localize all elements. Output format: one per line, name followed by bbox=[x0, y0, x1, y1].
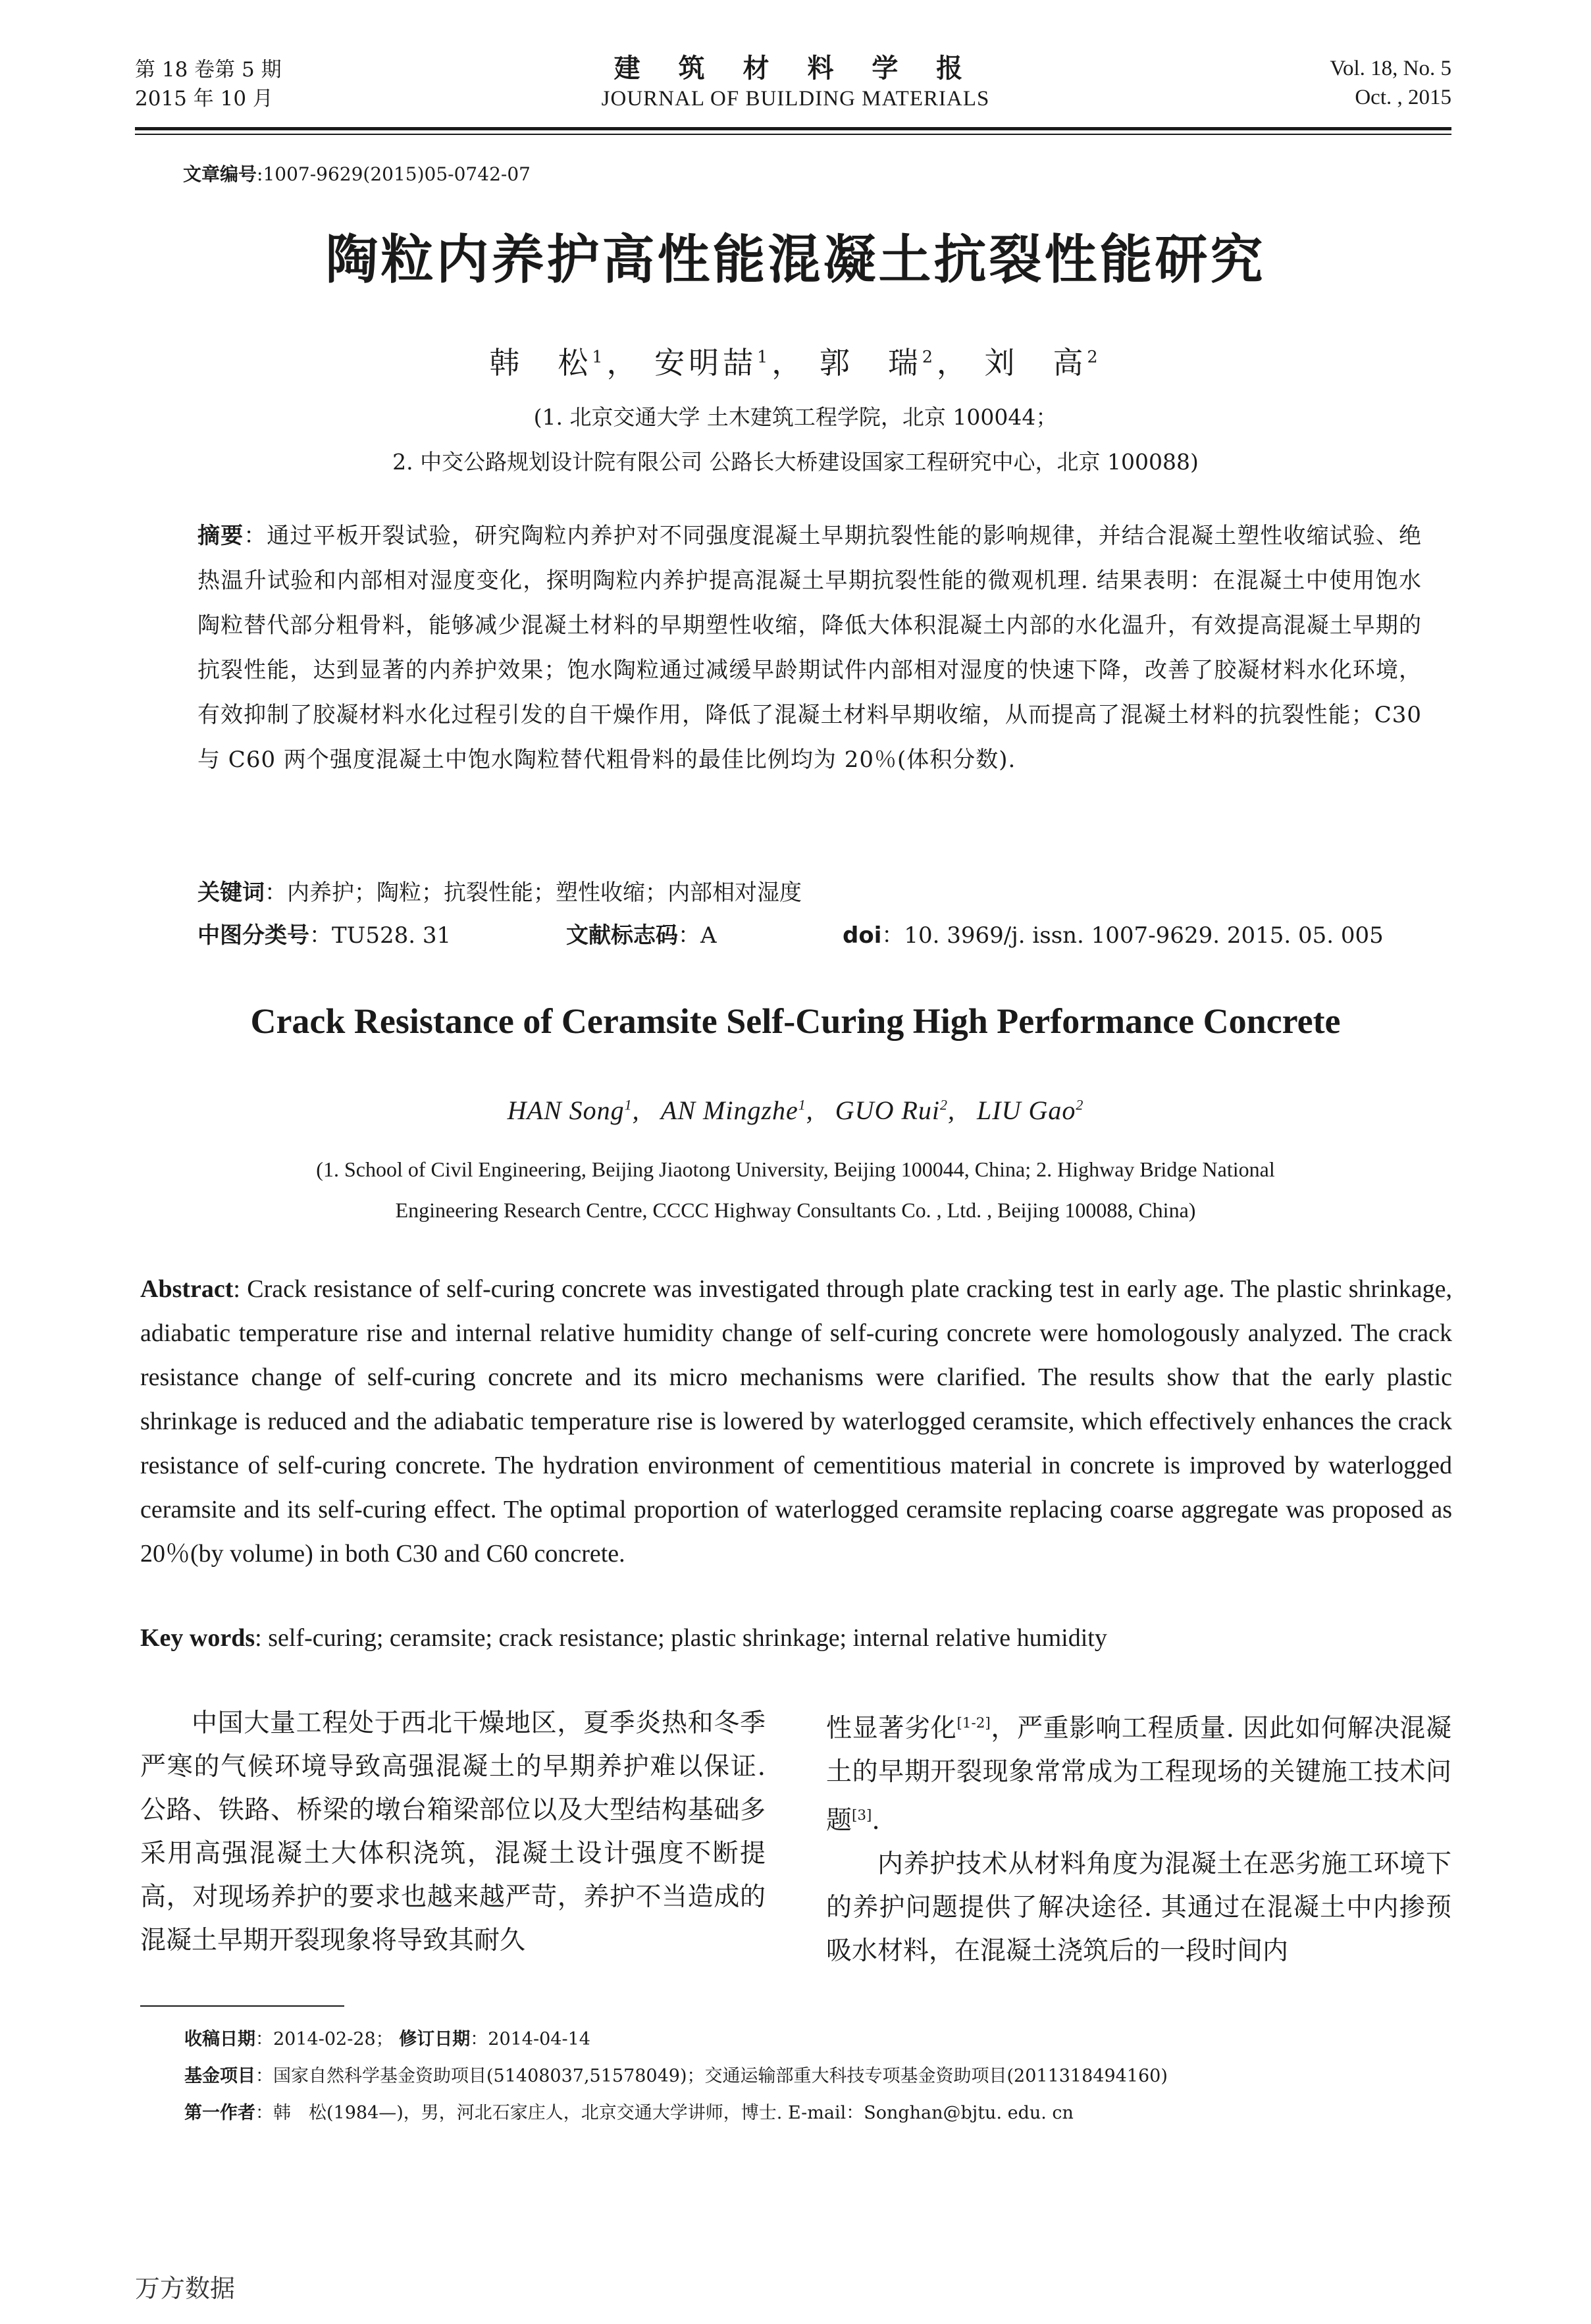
clc-code bbox=[197, 918, 566, 953]
author-en: HAN Song bbox=[507, 1096, 625, 1125]
title-en: Crack Resistance of Ceramsite Self-Curing High Performance Concrete bbox=[250, 1001, 1341, 1041]
footnote-first-author bbox=[184, 2095, 1448, 2132]
fund-label: 基金项目 bbox=[184, 2066, 255, 2086]
volume-cn: 第 18 卷第 5 期 bbox=[135, 58, 282, 82]
doc-code bbox=[566, 918, 843, 953]
author-cn: 韩 松 bbox=[489, 345, 592, 381]
body-text: ，严重影响工程质量. 因此如何解决混凝土的早期开裂现象常常成为工程现场的关键施工技术问题 bbox=[826, 1714, 1451, 1835]
author-sup: 2 bbox=[1076, 1096, 1084, 1113]
doc-value: ：A bbox=[678, 922, 717, 949]
clc-label: 中图分类号 bbox=[197, 922, 309, 949]
author-sup: 1 bbox=[624, 1096, 633, 1113]
author-en: GUO Rui bbox=[835, 1096, 941, 1125]
doc-label: 文献标志码 bbox=[566, 922, 678, 949]
volume-en: Vol. 18, No. 5 bbox=[1330, 57, 1451, 80]
footnote-dates bbox=[184, 2021, 1448, 2058]
footnotes bbox=[184, 2021, 1448, 2132]
keywords-en-label: Key words bbox=[140, 1624, 255, 1652]
abstract-en bbox=[140, 1267, 1452, 1576]
body-paragraph bbox=[826, 1702, 1451, 1843]
doi-label: doi bbox=[843, 922, 882, 949]
clc-value: ：TU528. 31 bbox=[309, 922, 452, 949]
affiliations-en bbox=[0, 1149, 1591, 1230]
doi-value: ：10. 3969/j. issn. 1007-9629. 2015. 05. 005 bbox=[881, 922, 1384, 949]
author-cn: 刘 高 bbox=[984, 345, 1087, 381]
abstract-cn-text: ：通过平板开裂试验，研究陶粒内养护对不同强度混凝土早期抗裂性能的影响规律，并结合混凝土塑性收缩试验、绝热温升试验和内部相对湿度变化，探明陶粒内养护提高混凝土早期抗裂性能的微观机理. 结果表明：在混凝土中使用饱水陶粒替代部分粗骨料，能够减少混凝土材料的早期塑性收缩，降低大体积混凝土内部的水化温升，有效提高混凝土早期的抗裂性能，达到显著的内养护效果；饱水陶粒通过减缓早龄期试件内部相对湿度的快速下降，改善了胶凝材料水化环境，有效抑制了胶凝材料水化过程引发的自干燥作用，降低了混凝土材料早期收缩，从而提高了混凝土材料的抗裂性能；C30 与 C60 两个强度混凝土中饱水陶粒替代粗骨料的最佳比例均为 20％(体积分数). bbox=[197, 523, 1422, 773]
journal-name-en: JOURNAL OF BUILDING MATERIALS bbox=[601, 87, 990, 111]
received-label: 收稿日期 bbox=[184, 2029, 255, 2049]
keywords-cn-text: ：内养护；陶粒；抗裂性能；塑性收缩；内部相对湿度 bbox=[265, 880, 802, 906]
footnote-rule bbox=[140, 2005, 344, 2007]
classification-row bbox=[197, 918, 1422, 953]
author-sup: 1 bbox=[592, 347, 607, 367]
keywords-en-text: : self-curing; ceramsite; crack resistance; plastic shrinkage; internal relative humidity bbox=[255, 1624, 1107, 1652]
abstract-en-text: : Crack resistance of self-curing concrete was investigated through plate cracking test in early age. The plastic shrinkage, adiabatic temperature rise and internal relative humidity change of self-curing concrete were homologously analyzed. The crack resistance change of self-curing concrete and its micro mechanisms were clarified. The results show that the early plastic shrinkage is reduced and the adiabatic temperature rise is lowered by waterlogged ceramsite, which effectively enhances the crack resistance of self-curing concrete. The hydration environment of cementitious material in concrete is improved by waterlogged ceramsite and its self-curing effect. The optimal proportion of waterlogged ceramsite replacing coarse aggregate was proposed as 20％(by volume) in both C30 and C60 concrete. bbox=[140, 1275, 1452, 1568]
article-number-label: 文章编号 bbox=[183, 163, 257, 185]
keywords-cn-label: 关键词 bbox=[197, 880, 265, 906]
author-sup: 2 bbox=[922, 347, 937, 367]
date-cn: 2015 年 10 月 bbox=[135, 87, 273, 111]
citation: [3] bbox=[852, 1807, 872, 1824]
keywords-cn bbox=[197, 876, 1422, 910]
body-text: . bbox=[872, 1806, 880, 1835]
running-header-right bbox=[1330, 54, 1451, 112]
citation: [1-2] bbox=[956, 1715, 991, 1731]
received-value: ：2014-02-28； bbox=[255, 2029, 394, 2049]
header-rule-thin bbox=[135, 134, 1451, 135]
affiliation-en-1: (1. School of Civil Engineering, Beijing Jiaotong University, Beijing 100044, China; 2. Highway Bridge National bbox=[316, 1157, 1275, 1181]
body-paragraph: 中国大量工程处于西北干燥地区，夏季炎热和冬季严寒的气候环境导致高强混凝土的早期养护难以保证. 公路、铁路、桥梁的墩台箱梁部位以及大型结构基础多采用高强混凝土大体积浇筑，混凝土设计强度不断提高，对现场养护的要求也越来越严苛，养护不当造成的混凝土早期开裂现象将导致其耐久 bbox=[140, 1708, 766, 1955]
affiliation-cn-1: (1. 北京交通大学 土木建筑工程学院，北京 100044； bbox=[533, 404, 1058, 430]
affiliation-cn-2: 2. 中交公路规划设计院有限公司 公路长大桥建设国家工程研究中心，北京 100088) bbox=[392, 449, 1199, 475]
title-cn: 陶粒内养护高性能混凝土抗裂性能研究 bbox=[325, 229, 1266, 290]
revised-value: ：2014-04-14 bbox=[470, 2029, 590, 2049]
author-cn: 郭 瑞 bbox=[819, 345, 922, 381]
author-en: AN Mingzhe bbox=[660, 1096, 798, 1125]
header-rule-thick bbox=[135, 127, 1451, 130]
keywords-en bbox=[140, 1621, 1452, 1655]
first-author-value: ：韩 松(1984—)，男，河北石家庄人，北京交通大学讲师，博士. E-mail：Songhan@bjtu. edu. cn bbox=[255, 2103, 1074, 2123]
affiliations-cn bbox=[0, 395, 1591, 485]
article-number-value: :1007-9629(2015)05-0742-07 bbox=[257, 163, 531, 185]
authors-en: HAN Song$^1$, AN Mingzhe$^1$, GUO Rui$^2$, LIU Gao$^2$ bbox=[507, 1096, 1084, 1125]
journal-name-cn: 建 筑 材 料 学 报 bbox=[613, 53, 978, 84]
date-en: Oct. , 2015 bbox=[1355, 86, 1451, 109]
author-sup: 1 bbox=[757, 347, 772, 367]
body-column-left bbox=[140, 1702, 766, 1963]
footnote-fund bbox=[184, 2058, 1448, 2095]
author-sup: 1 bbox=[798, 1096, 806, 1113]
body-text: 性显著劣化 bbox=[826, 1714, 957, 1743]
affiliation-en-2: Engineering Research Centre, CCCC Highway Consultants Co. , Ltd. , Beijing 100088, China) bbox=[395, 1198, 1196, 1222]
revised-label: 修订日期 bbox=[399, 2029, 471, 2049]
body-column-right bbox=[826, 1702, 1451, 1973]
fund-value: ：国家自然科学基金资助项目(51408037,51578049)；交通运输部重大科技专项基金资助项目(2011318494160) bbox=[255, 2066, 1168, 2086]
abstract-cn-label: 摘要 bbox=[197, 523, 244, 549]
abstract-en-label: Abstract bbox=[140, 1275, 234, 1303]
body-paragraph: 内养护技术从材料角度为混凝土在恶劣施工环境下的养护问题提供了解决途径. 其通过在混凝土中内掺预吸水材料，在混凝土浇筑后的一段时间内 bbox=[826, 1849, 1451, 1966]
author-cn: 安明喆 bbox=[654, 345, 758, 381]
author-sup: 2 bbox=[940, 1096, 949, 1113]
article-number bbox=[183, 160, 531, 186]
authors-cn: 韩 松$^1$， 安明喆$^1$， 郭 瑞$^2$， 刘 高$^2$ bbox=[489, 345, 1102, 381]
author-en: LIU Gao bbox=[977, 1096, 1076, 1125]
watermark: 万方数据 bbox=[135, 2274, 236, 2303]
first-author-label: 第一作者 bbox=[184, 2103, 255, 2123]
doi bbox=[843, 922, 1384, 949]
abstract-cn bbox=[197, 514, 1422, 782]
author-sup: 2 bbox=[1087, 347, 1102, 367]
